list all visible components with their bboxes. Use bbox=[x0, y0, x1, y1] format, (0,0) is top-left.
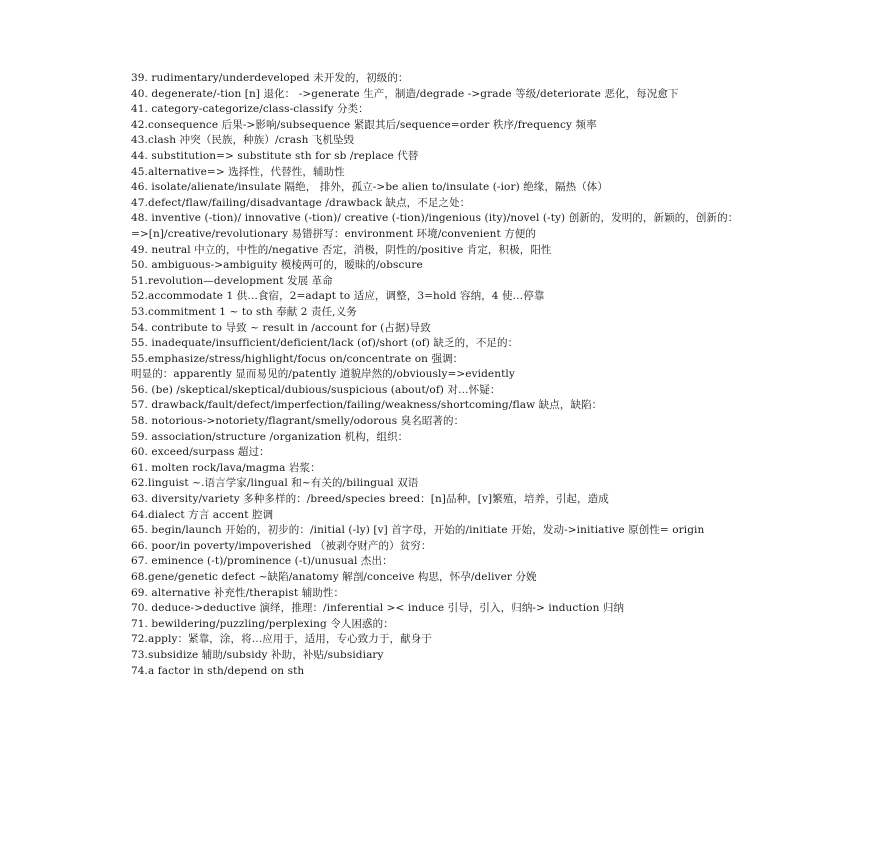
list-item: 73.subsidize 辅助/subsidy 补助，补贴/subsidiary bbox=[131, 648, 384, 661]
list-item: 63. diversity/variety 多种多样的：/breed/species breed：[n]品种，[v]繁殖，培养，引起，造成 bbox=[131, 493, 609, 506]
list-item: 74.a factor in sth/depend on sth bbox=[131, 664, 305, 677]
list-item: 69. alternative 补充性/therapist 辅助性： bbox=[131, 586, 345, 599]
list-item: 65. begin/launch 开始的，初步的：/initial (-ly) [v] 首字母，开始的/initiate 开始，发动->initiative 原创性= origin bbox=[131, 524, 705, 537]
list-item: 43.clash 冲突（民族，种族）/crash 飞机坠毁 bbox=[131, 134, 355, 147]
list-item: 55. inadequate/insufficient/deficient/lack (of)/short (of) 缺乏的，不足的： bbox=[131, 337, 519, 350]
list-item: 41. category-categorize/class-classify 分类： bbox=[131, 103, 369, 116]
list-item: 72.apply：紧靠，涂，将…应用于，适用，专心致力于，献身于 bbox=[131, 633, 432, 646]
list-item: 71. bewildering/puzzling/perplexing 令人困惑的： bbox=[131, 617, 394, 630]
list-item: 66. poor/in poverty/impoverished （被剥夺财产的）贫穷： bbox=[131, 539, 432, 552]
list-item: 50. ambiguous->ambiguity 模棱两可的，暧昧的/obscure bbox=[131, 259, 423, 272]
list-item: 42.consequence 后果->影响/subsequence 紧跟其后/sequence=order 秩序/frequency 频率 bbox=[131, 118, 597, 131]
list-item: 48. inventive (-tion)/ innovative (-tion)/ creative (-tion)/ingenious (ity)/novel (-ty) 创新的，发明的，新颖的，创新的： =>[n]/creative/revolutionary 易错拼写：environment 环境/convenient 方便的 bbox=[131, 212, 739, 240]
list-item: 明显的：apparently 显而易见的/patently 道貌岸然的/obviously=>evidently bbox=[131, 368, 515, 381]
list-item: 49. neutral 中立的，中性的/negative 否定，消极，阴性的/positive 肯定，积极，阳性 bbox=[131, 243, 552, 256]
list-item: 51.revolution—development 发展 革命 bbox=[131, 274, 333, 287]
list-item: 62.linguist ~.语言学家/lingual 和~有关的/bilingual 双语 bbox=[131, 477, 419, 490]
list-item: 58. notorious->notoriety/flagrant/smelly/odorous 臭名昭著的： bbox=[131, 415, 465, 428]
list-item: 52.accommodate 1 供…食宿，2=adapt to 适应，调整，3=hold 容纳，4 使…停靠 bbox=[131, 290, 545, 303]
list-item: 54. contribute to 导致 ~ result in /account for (占据)导致 bbox=[131, 321, 431, 334]
list-item: 60. exceed/surpass 超过： bbox=[131, 446, 270, 459]
list-item: 45.alternative=> 选择性，代替性，辅助性 bbox=[131, 165, 345, 178]
list-item: 53.commitment 1 ~ to sth 奉献 2 责任,义务 bbox=[131, 305, 357, 318]
list-item: 70. deduce->deductive 演绎，推理：/inferential >< induce 引导，引入，归纳-> induction 归纳 bbox=[131, 602, 625, 615]
list-item: 55.emphasize/stress/highlight/focus on/concentrate on 强调： bbox=[131, 352, 464, 365]
list-item: 46. isolate/alienate/insulate 隔绝， 排外，孤立->be alien to/insulate (-ior) 绝缘，隔热（体） bbox=[131, 181, 608, 194]
list-item: 68.gene/genetic defect ~缺陷/anatomy 解剖/conceive 构思，怀孕/deliver 分娩 bbox=[131, 571, 537, 583]
list-item: 39. rudimentary/underdeveloped 未开发的，初级的： bbox=[131, 72, 409, 84]
list-item: 40. degenerate/-tion [n] 退化： ->generate 生产，制造/degrade ->grade 等级/deteriorate 恶化，每况愈下 bbox=[131, 87, 679, 100]
list-item: 64.dialect 方言 accent 腔调 bbox=[131, 508, 274, 521]
list-item: 59. association/structure /organization 机构，组织： bbox=[131, 430, 409, 443]
list-item: 61. molten rock/lava/magma 岩浆： bbox=[131, 461, 321, 474]
list-item: 44. substitution=> substitute sth for sb /replace 代替 bbox=[131, 149, 419, 162]
vocabulary-list bbox=[131, 71, 743, 679]
list-item: 57. drawback/fault/defect/imperfection/failing/weakness/shortcoming/flaw 缺点，缺陷： bbox=[131, 399, 603, 412]
list-item: 56. (be) /skeptical/skeptical/dubious/suspicious (about/of) 对…怀疑： bbox=[131, 383, 501, 396]
list-item: 47.defect/flaw/failing/disadvantage /drawback 缺点，不足之处： bbox=[131, 196, 471, 209]
list-item: 67. eminence (-t)/prominence (-t)/unusual 杰出： bbox=[131, 555, 393, 568]
